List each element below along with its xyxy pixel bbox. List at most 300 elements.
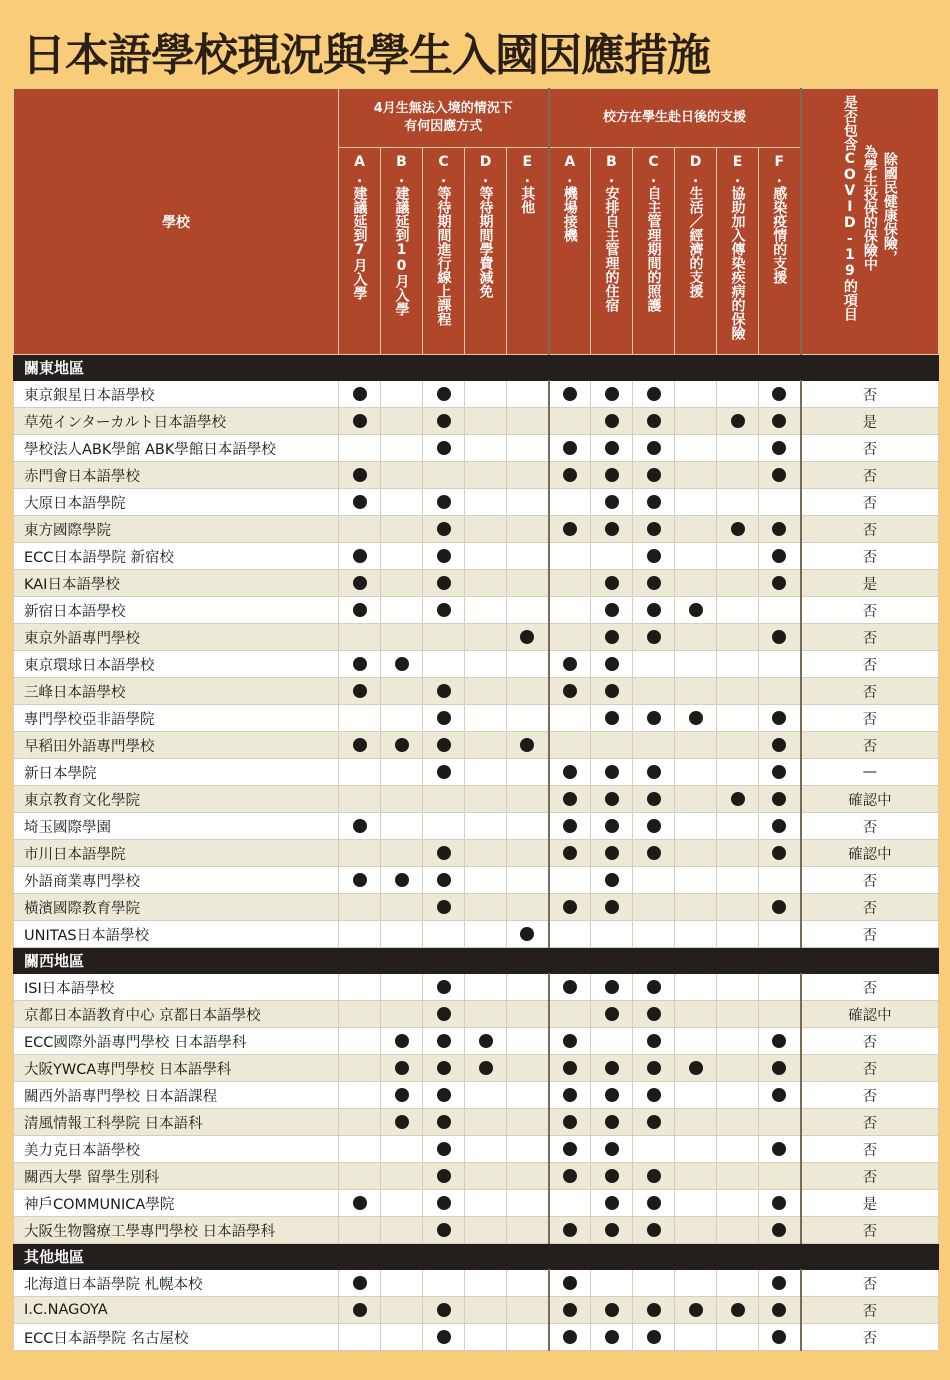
g1-cell-0 [339, 597, 381, 624]
table-row [14, 543, 939, 570]
g1-cell-2 [423, 759, 465, 786]
school-name: 東京外語專門學校 [14, 624, 339, 651]
g2-cell-0 [549, 840, 591, 867]
g1-cell-1 [381, 1217, 423, 1244]
g1-cell-2 [423, 1001, 465, 1028]
g2-cell-1 [591, 381, 633, 408]
g1-col-header-4: E.其他 [507, 148, 549, 355]
filled-dot-icon [395, 738, 409, 752]
g2-cell-2 [633, 867, 675, 894]
g1-cell-1 [381, 543, 423, 570]
g1-cell-3 [465, 1001, 507, 1028]
filled-dot-icon [772, 1088, 786, 1102]
filled-dot-icon [437, 846, 451, 860]
filled-dot-icon [563, 522, 577, 536]
g1-cell-1 [381, 1028, 423, 1055]
g1-cell-4 [507, 1324, 549, 1351]
g1-col-header-2: C.等待期間進行線上課程 [423, 148, 465, 355]
table-row [14, 651, 939, 678]
g1-cell-4 [507, 678, 549, 705]
g2-cell-1 [591, 1297, 633, 1324]
filled-dot-icon [353, 603, 367, 617]
g2-cell-1 [591, 624, 633, 651]
filled-dot-icon [520, 738, 534, 752]
g2-col-header-5: F.感染疫情的支援 [759, 148, 801, 355]
g1-cell-1 [381, 435, 423, 462]
filled-dot-icon [772, 1196, 786, 1210]
g1-cell-1 [381, 1136, 423, 1163]
g2-cell-5 [759, 543, 801, 570]
g1-cell-1 [381, 1324, 423, 1351]
filled-dot-icon [563, 765, 577, 779]
filled-dot-icon [395, 1034, 409, 1048]
table-body [14, 355, 939, 1351]
g1-cell-0 [339, 786, 381, 813]
g2-cell-4 [717, 1270, 759, 1297]
region-name: 其他地區 [14, 1244, 939, 1270]
school-column-header: 學校 [14, 89, 339, 355]
insurance-value: 否 [801, 678, 939, 705]
g2-cell-2 [633, 974, 675, 1001]
filled-dot-icon [437, 1196, 451, 1210]
g1-cell-0 [339, 1297, 381, 1324]
filled-dot-icon [563, 1276, 577, 1290]
g2-cell-5 [759, 1136, 801, 1163]
school-name: 大阪YWCA專門學校 日本語學科 [14, 1055, 339, 1082]
g1-cell-0 [339, 1055, 381, 1082]
table-row [14, 1163, 939, 1190]
filled-dot-icon [437, 738, 451, 752]
table-row [14, 678, 939, 705]
g1-cell-0 [339, 1082, 381, 1109]
table-row [14, 1217, 939, 1244]
g1-cell-4 [507, 867, 549, 894]
filled-dot-icon [353, 1276, 367, 1290]
filled-dot-icon [353, 414, 367, 428]
school-name: 埼玉國際學園 [14, 813, 339, 840]
g1-cell-3 [465, 1163, 507, 1190]
table-row [14, 624, 939, 651]
g2-cell-5 [759, 1297, 801, 1324]
g2-cell-5 [759, 1028, 801, 1055]
g2-cell-0 [549, 435, 591, 462]
g2-cell-5 [759, 705, 801, 732]
g2-cell-2 [633, 408, 675, 435]
filled-dot-icon [437, 1169, 451, 1183]
g1-cell-1 [381, 1001, 423, 1028]
filled-dot-icon [605, 603, 619, 617]
g1-cell-0 [339, 1270, 381, 1297]
filled-dot-icon [647, 1196, 661, 1210]
g2-col-header-3: D.生活／經濟的支援 [675, 148, 717, 355]
g2-cell-1 [591, 840, 633, 867]
g2-cell-0 [549, 974, 591, 1001]
g1-cell-3 [465, 1297, 507, 1324]
g1-cell-2 [423, 1055, 465, 1082]
table-row [14, 597, 939, 624]
school-name: 草苑インターカルト日本語學校 [14, 408, 339, 435]
g1-cell-0 [339, 462, 381, 489]
g2-cell-1 [591, 867, 633, 894]
g1-cell-3 [465, 408, 507, 435]
g2-cell-0 [549, 1136, 591, 1163]
g2-cell-3 [675, 408, 717, 435]
g2-col-header-4: E.協助加入傳染疾病的保險 [717, 148, 759, 355]
g1-cell-0 [339, 381, 381, 408]
g1-cell-3 [465, 921, 507, 948]
filled-dot-icon [772, 792, 786, 806]
filled-dot-icon [563, 1169, 577, 1183]
table-row [14, 705, 939, 732]
g1-cell-2 [423, 1163, 465, 1190]
table-row [14, 786, 939, 813]
g2-cell-4 [717, 705, 759, 732]
g1-cell-4 [507, 381, 549, 408]
g2-cell-2 [633, 381, 675, 408]
g1-cell-4 [507, 489, 549, 516]
g1-cell-3 [465, 840, 507, 867]
g2-cell-2 [633, 1001, 675, 1028]
table-row [14, 489, 939, 516]
g2-cell-2 [633, 1109, 675, 1136]
g2-cell-4 [717, 381, 759, 408]
g1-cell-2 [423, 1297, 465, 1324]
g1-cell-0 [339, 1324, 381, 1351]
filled-dot-icon [605, 1303, 619, 1317]
g1-cell-1 [381, 813, 423, 840]
g1-cell-0 [339, 840, 381, 867]
filled-dot-icon [772, 387, 786, 401]
filled-dot-icon [520, 927, 534, 941]
insurance-value: 否 [801, 705, 939, 732]
g2-cell-1 [591, 543, 633, 570]
g2-cell-0 [549, 381, 591, 408]
g1-cell-4 [507, 1082, 549, 1109]
g1-cell-4 [507, 1055, 549, 1082]
insurance-value: 否 [801, 597, 939, 624]
filled-dot-icon [605, 630, 619, 644]
g2-cell-1 [591, 678, 633, 705]
filled-dot-icon [772, 1034, 786, 1048]
g2-col-header-2: C.自主管理期間的照護 [633, 148, 675, 355]
region-name: 關東地區 [14, 355, 939, 381]
filled-dot-icon [647, 1034, 661, 1048]
g2-cell-0 [549, 570, 591, 597]
g1-cell-3 [465, 894, 507, 921]
filled-dot-icon [437, 1061, 451, 1075]
g2-cell-4 [717, 651, 759, 678]
filled-dot-icon [437, 387, 451, 401]
g2-cell-3 [675, 597, 717, 624]
g2-cell-5 [759, 408, 801, 435]
filled-dot-icon [689, 1303, 703, 1317]
g2-cell-0 [549, 1082, 591, 1109]
table-row [14, 759, 939, 786]
filled-dot-icon [605, 711, 619, 725]
g1-cell-4 [507, 894, 549, 921]
filled-dot-icon [437, 1007, 451, 1021]
g2-cell-5 [759, 921, 801, 948]
g2-cell-4 [717, 516, 759, 543]
g2-cell-3 [675, 974, 717, 1001]
g2-cell-5 [759, 759, 801, 786]
filled-dot-icon [563, 387, 577, 401]
insurance-value: 否 [801, 516, 939, 543]
g2-cell-1 [591, 435, 633, 462]
g1-cell-0 [339, 921, 381, 948]
g1-cell-4 [507, 408, 549, 435]
filled-dot-icon [647, 387, 661, 401]
school-name: 橫濱國際教育學院 [14, 894, 339, 921]
filled-dot-icon [647, 980, 661, 994]
insurance-value: 否 [801, 1028, 939, 1055]
g2-cell-4 [717, 570, 759, 597]
insurance-value: 是 [801, 570, 939, 597]
school-name: 神戶COMMUNICA學院 [14, 1190, 339, 1217]
filled-dot-icon [647, 495, 661, 509]
g2-cell-1 [591, 786, 633, 813]
g2-cell-2 [633, 813, 675, 840]
g2-cell-0 [549, 462, 591, 489]
filled-dot-icon [772, 630, 786, 644]
g1-cell-1 [381, 570, 423, 597]
g2-cell-5 [759, 597, 801, 624]
school-name: 北海道日本語學院 札幌本校 [14, 1270, 339, 1297]
filled-dot-icon [772, 441, 786, 455]
g1-cell-2 [423, 732, 465, 759]
g1-cell-4 [507, 435, 549, 462]
g1-cell-4 [507, 1217, 549, 1244]
g1-cell-3 [465, 435, 507, 462]
insurance-value: 否 [801, 894, 939, 921]
g2-cell-1 [591, 408, 633, 435]
g2-cell-3 [675, 570, 717, 597]
g2-cell-4 [717, 1163, 759, 1190]
g2-cell-0 [549, 1055, 591, 1082]
g2-cell-4 [717, 1217, 759, 1244]
g1-cell-4 [507, 651, 549, 678]
g1-cell-0 [339, 705, 381, 732]
school-name: 東京教育文化學院 [14, 786, 339, 813]
g1-cell-1 [381, 1190, 423, 1217]
g2-cell-5 [759, 840, 801, 867]
g2-cell-1 [591, 570, 633, 597]
table-row [14, 1324, 939, 1351]
g1-cell-2 [423, 678, 465, 705]
filled-dot-icon [772, 1303, 786, 1317]
g1-cell-3 [465, 1055, 507, 1082]
filled-dot-icon [563, 900, 577, 914]
g2-cell-2 [633, 759, 675, 786]
g2-cell-2 [633, 543, 675, 570]
g2-cell-3 [675, 1163, 717, 1190]
school-name: I.C.NAGOYA [14, 1297, 339, 1324]
g2-cell-2 [633, 489, 675, 516]
g2-cell-4 [717, 597, 759, 624]
g2-cell-4 [717, 894, 759, 921]
g1-cell-0 [339, 732, 381, 759]
g1-cell-2 [423, 462, 465, 489]
filled-dot-icon [605, 495, 619, 509]
g2-cell-1 [591, 462, 633, 489]
g1-cell-2 [423, 624, 465, 651]
g2-cell-4 [717, 1055, 759, 1082]
g1-cell-3 [465, 759, 507, 786]
filled-dot-icon [605, 980, 619, 994]
school-name: 外語商業專門學校 [14, 867, 339, 894]
g2-cell-0 [549, 786, 591, 813]
g2-cell-0 [549, 516, 591, 543]
table-row [14, 570, 939, 597]
insurance-value: 否 [801, 1270, 939, 1297]
filled-dot-icon [353, 576, 367, 590]
filled-dot-icon [647, 549, 661, 563]
school-name: 東方國際學院 [14, 516, 339, 543]
filled-dot-icon [731, 414, 745, 428]
g1-cell-0 [339, 759, 381, 786]
g1-cell-1 [381, 840, 423, 867]
insurance-value: 否 [801, 489, 939, 516]
insurance-header-line-2: 是否包含COVID-19的項目 [841, 95, 858, 321]
g2-cell-4 [717, 786, 759, 813]
filled-dot-icon [605, 1196, 619, 1210]
filled-dot-icon [647, 1330, 661, 1344]
filled-dot-icon [563, 1115, 577, 1129]
school-name: 美力克日本語學校 [14, 1136, 339, 1163]
filled-dot-icon [437, 1303, 451, 1317]
g2-cell-0 [549, 543, 591, 570]
filled-dot-icon [353, 387, 367, 401]
g2-cell-1 [591, 894, 633, 921]
filled-dot-icon [605, 873, 619, 887]
g1-cell-1 [381, 1055, 423, 1082]
g2-cell-2 [633, 1082, 675, 1109]
g1-cell-3 [465, 624, 507, 651]
school-name: ECC日本語學院 新宿校 [14, 543, 339, 570]
g2-cell-0 [549, 1217, 591, 1244]
school-name: ISI日本語學校 [14, 974, 339, 1001]
filled-dot-icon [437, 1142, 451, 1156]
g2-cell-2 [633, 1270, 675, 1297]
g1-cell-3 [465, 489, 507, 516]
filled-dot-icon [563, 819, 577, 833]
g1-cell-4 [507, 813, 549, 840]
g1-cell-3 [465, 462, 507, 489]
g2-cell-5 [759, 1217, 801, 1244]
filled-dot-icon [647, 1115, 661, 1129]
insurance-value: 否 [801, 732, 939, 759]
g2-cell-1 [591, 813, 633, 840]
filled-dot-icon [437, 603, 451, 617]
school-name: 大阪生物醫療工學專門學校 日本語學科 [14, 1217, 339, 1244]
g2-cell-4 [717, 678, 759, 705]
table-row [14, 1055, 939, 1082]
filled-dot-icon [563, 684, 577, 698]
filled-dot-icon [437, 711, 451, 725]
table-row [14, 381, 939, 408]
g1-cell-2 [423, 408, 465, 435]
g2-cell-4 [717, 867, 759, 894]
g2-cell-5 [759, 1163, 801, 1190]
filled-dot-icon [563, 441, 577, 455]
g2-cell-1 [591, 732, 633, 759]
region-header [14, 1244, 939, 1270]
g2-cell-5 [759, 1001, 801, 1028]
filled-dot-icon [772, 1330, 786, 1344]
filled-dot-icon [437, 441, 451, 455]
g2-cell-5 [759, 570, 801, 597]
filled-dot-icon [605, 1088, 619, 1102]
g1-cell-0 [339, 1028, 381, 1055]
school-name: 專門學校亞非語學院 [14, 705, 339, 732]
g2-cell-5 [759, 894, 801, 921]
g2-cell-2 [633, 597, 675, 624]
g1-cell-4 [507, 1136, 549, 1163]
filled-dot-icon [563, 657, 577, 671]
school-name: 學校法人ABK學館 ABK學館日本語學校 [14, 435, 339, 462]
filled-dot-icon [605, 1007, 619, 1021]
filled-dot-icon [689, 603, 703, 617]
filled-dot-icon [772, 1223, 786, 1237]
filled-dot-icon [353, 1303, 367, 1317]
g1-cell-2 [423, 1217, 465, 1244]
g2-cell-4 [717, 1324, 759, 1351]
g1-cell-3 [465, 732, 507, 759]
region-header [14, 355, 939, 381]
insurance-value: 否 [801, 1136, 939, 1163]
g2-cell-4 [717, 1082, 759, 1109]
g1-cell-4 [507, 1163, 549, 1190]
g2-cell-3 [675, 867, 717, 894]
table-row [14, 1028, 939, 1055]
g2-cell-4 [717, 435, 759, 462]
g2-cell-4 [717, 1297, 759, 1324]
table-row [14, 1136, 939, 1163]
g2-cell-5 [759, 732, 801, 759]
table-row [14, 435, 939, 462]
g2-cell-2 [633, 1055, 675, 1082]
g1-cell-0 [339, 974, 381, 1001]
g2-cell-4 [717, 543, 759, 570]
filled-dot-icon [647, 1223, 661, 1237]
g2-cell-2 [633, 570, 675, 597]
filled-dot-icon [563, 1034, 577, 1048]
school-name: 三峰日本語學校 [14, 678, 339, 705]
insurance-value: 否 [801, 1055, 939, 1082]
g1-cell-0 [339, 435, 381, 462]
g1-cell-2 [423, 543, 465, 570]
filled-dot-icon [772, 765, 786, 779]
filled-dot-icon [647, 846, 661, 860]
filled-dot-icon [647, 765, 661, 779]
group1-header: 4月生無法入境的情況下 有何因應方式 [339, 89, 549, 148]
table-row [14, 974, 939, 1001]
g1-cell-2 [423, 489, 465, 516]
filled-dot-icon [731, 1303, 745, 1317]
g2-cell-3 [675, 1190, 717, 1217]
filled-dot-icon [731, 522, 745, 536]
g1-cell-4 [507, 624, 549, 651]
school-name: KAI日本語學校 [14, 570, 339, 597]
g2-cell-4 [717, 1109, 759, 1136]
filled-dot-icon [605, 522, 619, 536]
table-row [14, 732, 939, 759]
g2-cell-5 [759, 381, 801, 408]
g2-cell-0 [549, 408, 591, 435]
g2-cell-5 [759, 1190, 801, 1217]
g2-cell-3 [675, 813, 717, 840]
filled-dot-icon [605, 765, 619, 779]
